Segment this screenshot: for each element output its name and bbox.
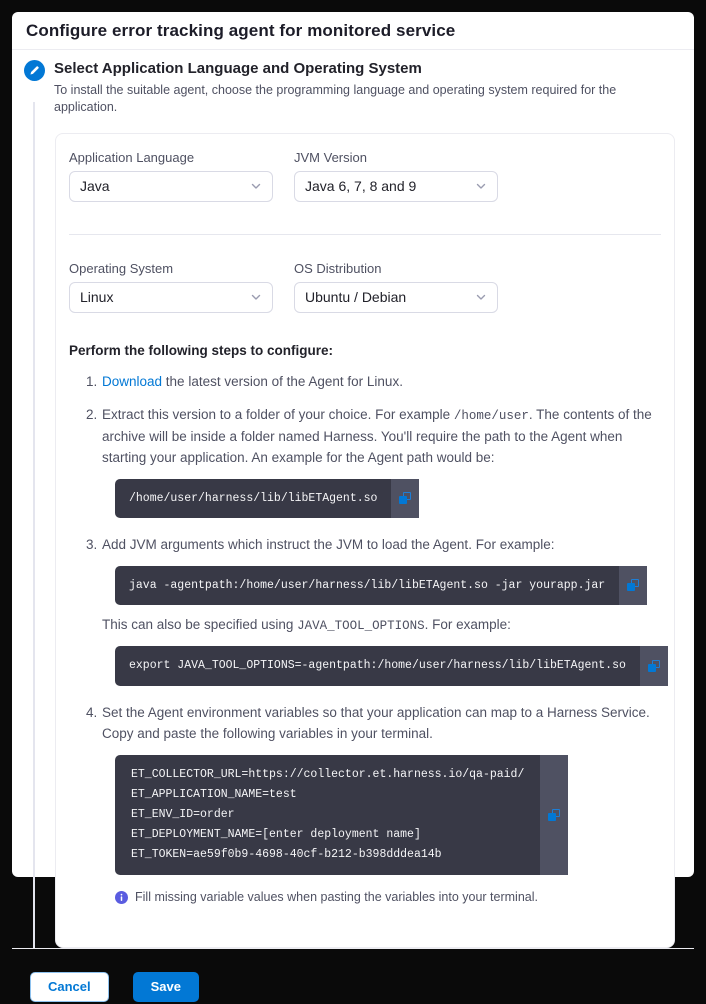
env-variables-code-block [115,755,568,876]
copy-icon [648,660,660,672]
step-title: Select Application Language and Operating System [54,60,422,77]
steps-heading: Perform the following steps to configure: [69,342,334,358]
info-icon [115,891,128,904]
step-3-content [102,535,668,690]
step-2-content [102,405,661,521]
dialog-body [12,50,694,948]
os-distribution-field [294,261,498,313]
inline-code-path: /home/user [453,409,529,424]
application-language-label: Application Language [69,149,195,165]
chevron-down-icon [475,291,487,303]
chevron-down-icon [475,180,487,192]
step-3-text-2-part1: This can also be specified using [102,617,298,633]
step-1-rest: the latest version of the Agent for Linux. [162,373,403,389]
step-3-text-1: Add JVM arguments which instruct the JVM to load the Agent. For example: [102,536,555,552]
os-distribution-label: OS Distribution [294,260,382,276]
chevron-down-icon [250,291,262,303]
copy-button[interactable] [391,479,419,518]
chevron-down-icon [250,180,262,192]
step-2-text-part1: Extract this version to a folder of your choice. For example [102,407,454,423]
jvm-version-field [294,150,498,202]
operating-system-field [69,261,273,313]
info-note-text: Fill missing variable values when pasting the variables into your terminal. [135,890,538,905]
copy-button[interactable] [640,646,668,685]
copy-button[interactable] [540,755,568,876]
env-line-collector-url: ET_COLLECTOR_URL=https://collector.et.harness.io/qa-paid/ [131,767,525,781]
env-line-application-name: ET_APPLICATION_NAME=test [131,787,297,801]
step-header [12,50,694,117]
env-line-deployment-name: ET_DEPLOYMENT_NAME=[enter deployment name] [131,827,421,841]
step-2-text-part2: . The contents of the archive will be inside a folder named Harness. You'll require the path to the Agent when starting your application. An example for the Agent path would be: [102,407,652,465]
java-tool-options-code-block [115,646,668,685]
env-line-token: ET_TOKEN=ae59f0b9-4698-40cf-b212-b398dddea14b [131,848,442,862]
copy-button[interactable] [619,566,647,605]
step-1-text [102,372,661,393]
save-button[interactable]: Save [133,972,199,1002]
language-row [69,150,661,202]
edit-pencil-icon [24,60,45,81]
env-line-env-id: ET_ENV_ID=order [131,807,235,821]
step-item-1 [69,372,661,393]
application-language-value: Java [80,178,110,194]
env-variables-code [115,755,540,876]
os-distribution-value: Ubuntu / Debian [305,289,407,305]
step-item-3 [69,535,661,690]
configuration-card [55,133,675,948]
step-number: 1. [86,373,98,389]
card-divider [69,234,661,235]
dialog-title: Configure error tracking agent for monitored service [26,21,456,40]
operating-system-value: Linux [80,289,114,305]
step-number: 4. [86,704,98,720]
copy-icon [399,492,411,504]
step-3-text-2-part2: . For example: [424,617,511,633]
copy-icon [627,579,639,591]
operating-system-label: Operating System [69,260,174,276]
jvm-version-value: Java 6, 7, 8 and 9 [305,178,417,194]
info-note [115,888,661,907]
step-3-text-2 [102,615,668,636]
inline-code-java-tool-options: JAVA_TOOL_OPTIONS [297,619,425,634]
step-item-4 [69,703,661,908]
dialog-window [12,12,694,995]
application-language-field [69,150,273,202]
jvm-version-label: JVM Version [294,149,367,165]
step-item-2 [69,405,661,521]
agent-path-code-block [115,479,419,518]
copy-icon [548,809,560,821]
java-tool-options-code: export JAVA_TOOL_OPTIONS=-agentpath:/home/user/harness/lib/libETAgent.so [129,659,626,673]
step-4-text: Set the Agent environment variables so that your application can map to a Harness Service. Copy and paste the following variables in your terminal. [102,704,650,741]
jvm-version-select[interactable] [294,171,498,202]
os-row [69,261,661,313]
download-link[interactable]: Download [102,373,163,389]
dialog-footer [12,948,694,1004]
jvm-args-code-block [115,566,647,605]
os-distribution-select[interactable] [294,282,498,313]
agent-path-code: /home/user/harness/lib/libETAgent.so [129,491,378,505]
operating-system-select[interactable] [69,282,273,313]
dialog-titlebar [12,12,694,50]
step-header-text [54,59,680,117]
step-subtitle: To install the suitable agent, choose the programming language and operating system required for the application. [54,82,617,114]
jvm-args-code: java -agentpath:/home/user/harness/lib/libETAgent.so -jar yourapp.jar [129,578,606,592]
step-4-content [102,703,661,908]
cancel-button[interactable]: Cancel [30,972,109,1002]
step-number: 3. [86,536,98,552]
application-language-select[interactable] [69,171,273,202]
step-number: 2. [86,407,98,423]
step-connector-line [33,102,35,948]
